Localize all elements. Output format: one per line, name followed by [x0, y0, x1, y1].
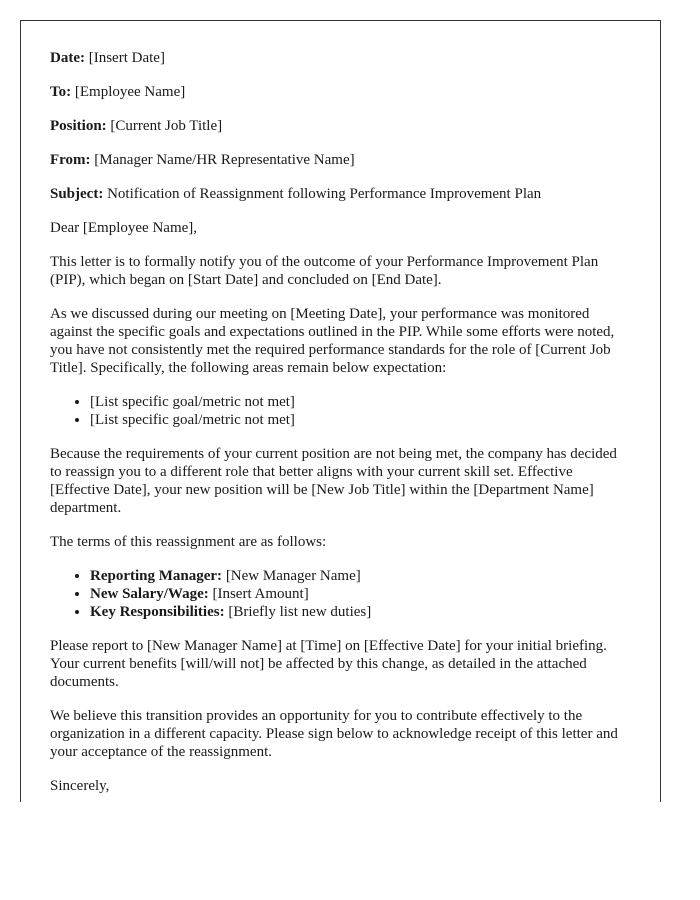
- reassignment-paragraph: Because the requirements of your current position are not being met, the company has decided to reassign you to a different role that better aligns with your current skill set. Effective [Effective Date], your new position will be [New Job Title] within the [Department Name] department.: [50, 446, 617, 516]
- report-paragraph: Please report to [New Manager Name] at [Time] on [Effective Date] for your initial briefing. Your current benefits [will/will not] be affected by this change, as detailed in the attached documents.: [50, 638, 607, 690]
- term-label: Reporting Manager:: [90, 568, 223, 584]
- term-label: New Salary/Wage:: [90, 586, 209, 602]
- list-item: [90, 603, 631, 621]
- list-item: • [List specific goal/metric not met]: [90, 411, 631, 429]
- subject-field: [50, 185, 631, 203]
- terms-list: [50, 567, 631, 621]
- terms-intro-paragraph: The terms of this reassignment are as follows:: [50, 534, 327, 550]
- position-label: Position:: [50, 118, 107, 134]
- list-item: [90, 585, 631, 603]
- date-value: [Insert Date]: [88, 50, 165, 66]
- to-field: [50, 83, 631, 101]
- list-item: [90, 567, 631, 585]
- salutation: Dear [Employee Name],: [50, 220, 198, 236]
- term-value: [Briefly list new duties]: [228, 604, 372, 620]
- date-label: Date:: [50, 50, 85, 66]
- term-label: Key Responsibilities:: [90, 604, 225, 620]
- from-label: From:: [50, 152, 91, 168]
- to-label: To:: [50, 84, 72, 100]
- from-value: [Manager Name/HR Representative Name]: [94, 152, 355, 168]
- acknowledgement-paragraph: We believe this transition provides an opportunity for you to contribute effectively to the organization in a different capacity. Please sign below to acknowledge receipt of this letter and your acceptance of the reassignment.: [50, 708, 618, 760]
- subject-label: Subject:: [50, 186, 104, 202]
- position-value: [Current Job Title]: [110, 118, 223, 134]
- to-value: [Employee Name]: [74, 84, 186, 100]
- term-value: [Insert Amount]: [212, 586, 309, 602]
- intro-paragraph: This letter is to formally notify you of the outcome of your Performance Improvement Plan (PIP), which began on [Start Date] and concluded on [End Date].: [50, 254, 599, 288]
- position-field: [50, 117, 631, 135]
- subject-value: Notification of Reassignment following Performance Improvement Plan: [107, 186, 542, 202]
- closing: Sincerely,: [50, 778, 110, 794]
- from-field: [50, 151, 631, 169]
- performance-paragraph: As we discussed during our meeting on [Meeting Date], your performance was monitored against the specific goals and expectations outlined in the PIP. While some efforts were noted, you have not consistently met the required performance standards for the role of [Current Job Title]. Specifically, the following areas remain below expectation:: [50, 306, 615, 376]
- letter-page: [20, 20, 661, 802]
- date-field: [50, 49, 631, 67]
- list-item: • [List specific goal/metric not met]: [90, 393, 631, 411]
- unmet-goals-list: [50, 393, 631, 429]
- term-value: [New Manager Name]: [225, 568, 361, 584]
